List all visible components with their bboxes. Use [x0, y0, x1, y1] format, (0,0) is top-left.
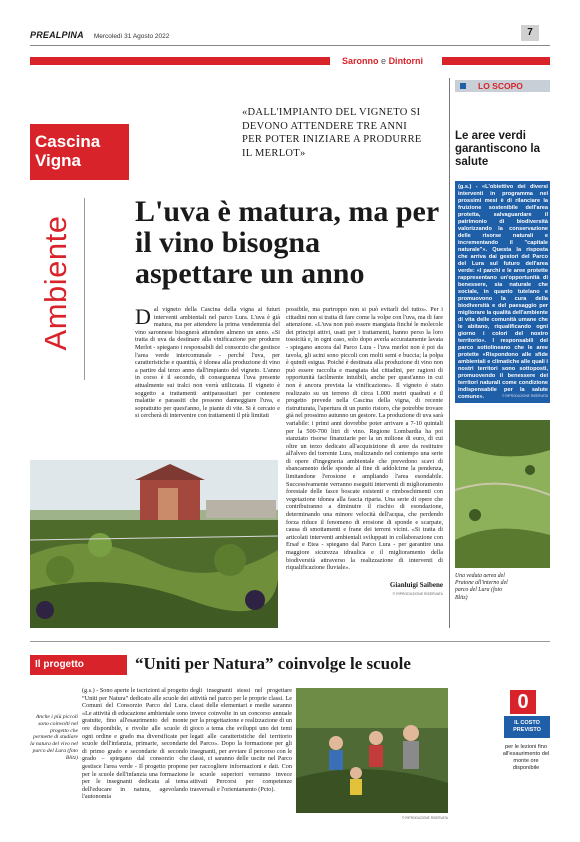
page-number: 7: [521, 25, 539, 41]
newspaper-brand: PREALPINA: [30, 30, 84, 40]
drop-cap: D: [135, 304, 151, 329]
article-column-2: possibile, ma purtroppo non si può evitarli del tutto». Per i cittadini non si tratta di fare come la volpe con l'uva, ma di fare attenzione. «L'uva non può essere mangiata finché le molecole dei principi attivi, usati per i trattamenti, hanno perso la loro tossicità e, in ogni caso, solo dopo averla accuratamente lavata - spiegano ancora dal Parco Lura - l'uva merlot non è poi da tavola, gli acini sono piccoli con molti semi e buccia; la polpa è quindi esigua. Poiché è destinata alla produzione di vino non può essere raccolta e mangiata dai cittadini, per ragioni di opportunità facilmente intuibili, anche per quest'anno in cui non è ancora prevista la vinificazione». Il vigneto è stato realizzato su un terreno di circa 1.000 metri quadrati e il progetto prevede nella Cascina della vigna, di recente ristrutturata, l'apertura di un punto ristoro, che potrebbe trovare già nel prossimo autunno un gestore. La produzione di uva sarà variabile: i primi anni dovrebbe poter arrivare a 7-10 quintali per la 500-700 litri di vino. Regione Lombardia ha poi stanziato risorse finanziarie per la un milione di euro, di cui oltre un terzo dedicato all'acquisizione di aree da restituire all'alveo del torrente Lura, realizzando nel contempo una serie di opere d'ingegneria ambientale che prevedono scavi di sbancamento delle sponde al fine di addolcirne la pendenza, limitandone l'erosione e ampliando l'area esondabile. Successivamente verranno eseguiti interventi di miglioramento forestale delle fasce boscate esistenti e rimboschimenti con vegetazione idonea alla fascia riparia. Una serie di opere che contribuiranno a diminuire il rischio di esondazione, determinando una minore velocità dell'acqua, che perdendo forza riduce il fenomeno di erosione di sponde e scarpate, causa di smottamenti e frane dei terreni vicini. «Si tratta di articolati interventi ambientali sviluppati in collaborazione con Ersaf e Etea - spiegano dal Parco Lura - per garantire una maggiore sicurezza idraulica e il miglioramento della biodiversità attraverso la realizzazione di interventi di riqualificazione fluviale».: [286, 306, 443, 572]
square-icon: [460, 83, 466, 89]
cost-value: 0: [510, 690, 536, 714]
bottom-kicker: Il progetto: [35, 659, 84, 670]
sidebar-tag-label: LO SCOPO: [478, 81, 523, 91]
issue-date: Mercoledì 31 Agosto 2022: [93, 33, 170, 40]
kicker-box: [30, 124, 129, 180]
children-photo-caption: Anche i più piccoli sono coinvolti nel progetto che permette di studiare la natura del vivo nel parco del Lura (foto Blitz): [30, 714, 78, 761]
bottom-column-2: degli insegnanti stessi nel progettare attività nel parco per le proprie classi. Le classi delle elementari e medie saranno invece coinvolte in un concorso annuale per la progettazione e realizzazione di un gioco a tema che sviluppi uno dei temi legati alle caratteristiche del territorio del Parco». Dopo la formazione per gli insegnanti, per avviare il percorso con le classi, ci saranno delle uscite nel Parco per raccogliere informazioni e dati. Con le scuole superiori verranno invece attivati Percorsi per competenze trasversali e l'orientamento (Pcto).: [190, 687, 292, 793]
pull-quote: «DALL'IMPIANTO DEL VIGNETO SI DEVONO ATTENDERE TRE ANNI PER POTER INIZIARE A PRODURRE IL MERLOT»: [242, 107, 422, 159]
sidebar-copyright: © RIPRODUZIONE RISERVATA: [502, 394, 548, 398]
vineyard-illustration: [30, 460, 278, 628]
section-separator: e: [381, 56, 387, 66]
children-illustration: [296, 688, 448, 813]
cost-label-box: [504, 716, 550, 738]
bottom-column-1: (g.s.) - Sono aperte le iscrizioni al progetto “Uniti per Natura” dedicato alle scuole dei Comuni del Consorzio Parco del Lura. «Le attività di educazione ambientale sono gratuite, fino all'esaurimento del monte ore disponibile, e rivolte alle scuole di ogni ordine e grado ma diversificate per scuole dell'infanzia, primarie, secondarie di primo grado e secondarie di secondo grado – spiegano dal consorzio che gestisce l'area verde - Il progetto propone per le scuole dell'infanzia una formazione per le insegnanti dedicata al tema dell'educare in natura, agevolando l'autonomia: [82, 687, 189, 801]
sidebar-tag: [455, 80, 550, 92]
bottom-headline: “Uniti per Natura” coinvolge le scuole: [135, 654, 411, 673]
kicker-line-1: Cascina: [35, 132, 101, 151]
rubric-label: Ambiente: [38, 215, 73, 351]
aerial-photo-caption: Una veduta aerea del Pratone all'interno del parco del Lura (foto Blitz): [455, 573, 508, 601]
section-bar-left: [30, 57, 330, 65]
rubric-rule: [84, 198, 85, 380]
bottom-kicker-box: [30, 655, 127, 675]
aerial-illustration: [455, 420, 550, 568]
column-divider: [449, 78, 450, 628]
section-sub: Dintorni: [388, 56, 424, 66]
sidebar-text: (g.s.) - «L'obiettivo dei diversi interventi in programma nei prossimi mesi è di rilanciare la fruizione sostenibile dell'area protetta, salvaguardare il patrimonio di biodiversità valorizzando la conservazione delle risorse naturali e incrementando il "capitale naturale"». Questa la risposta che arriva dai gestori del Parco del Lura sul futuro dell'area verde: «I parchi e le aree protette rappresentano un'opportunità di benessere, sia naturale che sociale, in quanto tutelano e promuovono la cura della biodiversità e del paesaggio per migliorare la qualità dell'ambiente di vita delle comunità umane che le abitano, riqualificando ogni giorno i colori del nostro territorio». I responsabili del parco sottolineano che le aree protette «Rispondono alle sfide ambientali e climatiche alle quali i nostri territori sono sottoposti, promuovendo il benessere dei territori naturali come condizione indispensabile per la salute comune».: [458, 184, 548, 400]
bottom-section-rule: [30, 641, 550, 642]
cost-label-line-1: IL COSTO: [514, 720, 540, 726]
header-rule: [30, 45, 550, 46]
section-bar-right: [442, 57, 550, 65]
aerial-photo: [455, 420, 550, 568]
section-main: Saronno: [342, 56, 379, 66]
rubric: [28, 205, 83, 375]
bottom-copyright: © RIPRODUZIONE RISERVATA: [402, 816, 448, 820]
article-headline: L'uva è matura, ma per il vino bisogna aspettare un anno: [135, 195, 439, 290]
kicker-line-2: Vigna: [35, 151, 81, 170]
masthead: [30, 25, 550, 43]
cost-label-line-2: PREVISTO: [513, 727, 541, 733]
section-label: [342, 56, 423, 66]
sidebar-title: Le aree verdi garantiscono la salute: [455, 130, 540, 168]
byline: Gianluigi Saibene: [389, 581, 443, 589]
copyright-note: © RIPRODUZIONE RISERVATA: [392, 592, 443, 596]
vineyard-photo: [30, 460, 278, 628]
article-text-1: al vigneto della Cascina della vigna ai futuri interventi ambientali nel parco Lura. L'uva è già matura, ma per attendere la prima vendemmia del vino saronnese bisognerà attendere almeno un anno. «Si tratta di uva da destinare alla vinificazione per produrre Merlot - spiegano i responsabili del consorzio che gestisce l'area verde intercomunale - perché l'uva, per caratteristiche e quantità, è idonea alla produzione di vino a partire dal terzo anno dall'impianto del vigneto. L'anno in corso è il secondo, di conseguenza l'uva presente attualmente sui tralci non verrà utilizzata. Il vigneto è soggetto a trattamenti antiparassitari per contenere malattie e parassiti che possono danneggiare l'uva, e soprattutto per quest'anno, le piante di vite. Si è cercato e si cercherà di intervenire con trattamenti il più limitati: [135, 306, 280, 420]
cost-description: per le lezioni fino all'esaurimento del monte ore disponibile: [502, 744, 550, 771]
children-photo: [296, 688, 448, 813]
article-column-1: [135, 306, 280, 420]
